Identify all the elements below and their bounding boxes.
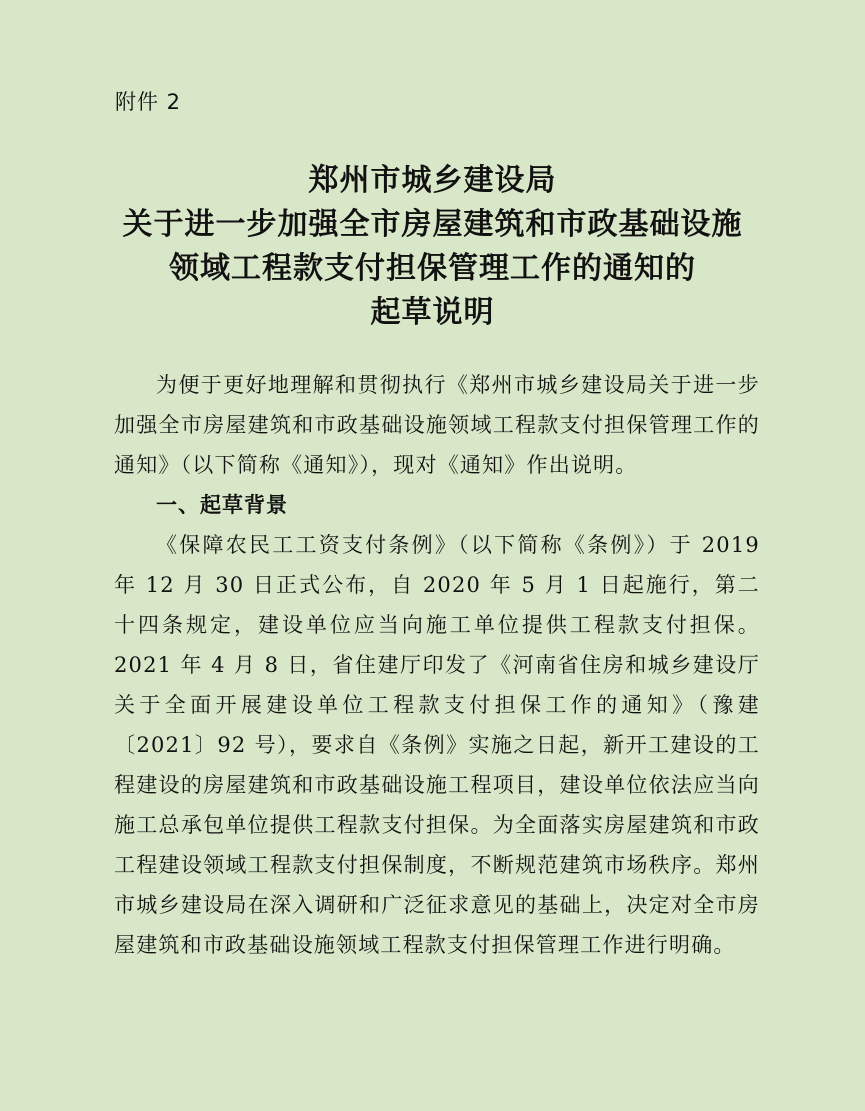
section-heading: 一、起草背景 [156,493,288,517]
title-line-2: 关于进一步加强全市房屋建筑和市政基础设施 [122,207,743,242]
title-line-4: 起草说明 [370,295,495,330]
attachment-label: 附件 2 [115,90,182,114]
document-title [0,159,865,335]
title-line-3: 领域工程款支付担保管理工作的通知的 [169,251,696,286]
document-body [114,365,760,965]
background-paragraph: 《保障农民工工资支付条例》（以下简称《条例》）于 2019 年 12 月 30 日正式公布，自 2020 年 5 月 1 日起施行，第二十四条规定，建设单位应当向施工单位提供工程款支付担保。2021 年 4 月 8 日，省住建厅印发了《河南省住房和城乡建设厅关于全面开展建设单位工程款支付担保工作的通知》（豫建〔2021〕92 号），要求自《条例》实施之日起，新开工建设的工程建设的房屋建筑和市政基础设施工程项目，建设单位依法应当向施工总承包单位提供工程款支付担保。为全面落实房屋建筑和市政工程建设领域工程款支付担保制度，不断规范建筑市场秩序。郑州市城乡建设局在深入调研和广泛征求意见的基础上，决定对全市房屋建筑和市政基础设施领域工程款支付担保管理工作进行明确。 [114,533,760,957]
title-line-1: 郑州市城乡建设局 [308,163,557,198]
intro-paragraph: 为便于更好地理解和贯彻执行《郑州市城乡建设局关于进一步加强全市房屋建筑和市政基础设施领域工程款支付担保管理工作的通知》（以下简称《通知》），现对《通知》作出说明。 [114,373,760,477]
